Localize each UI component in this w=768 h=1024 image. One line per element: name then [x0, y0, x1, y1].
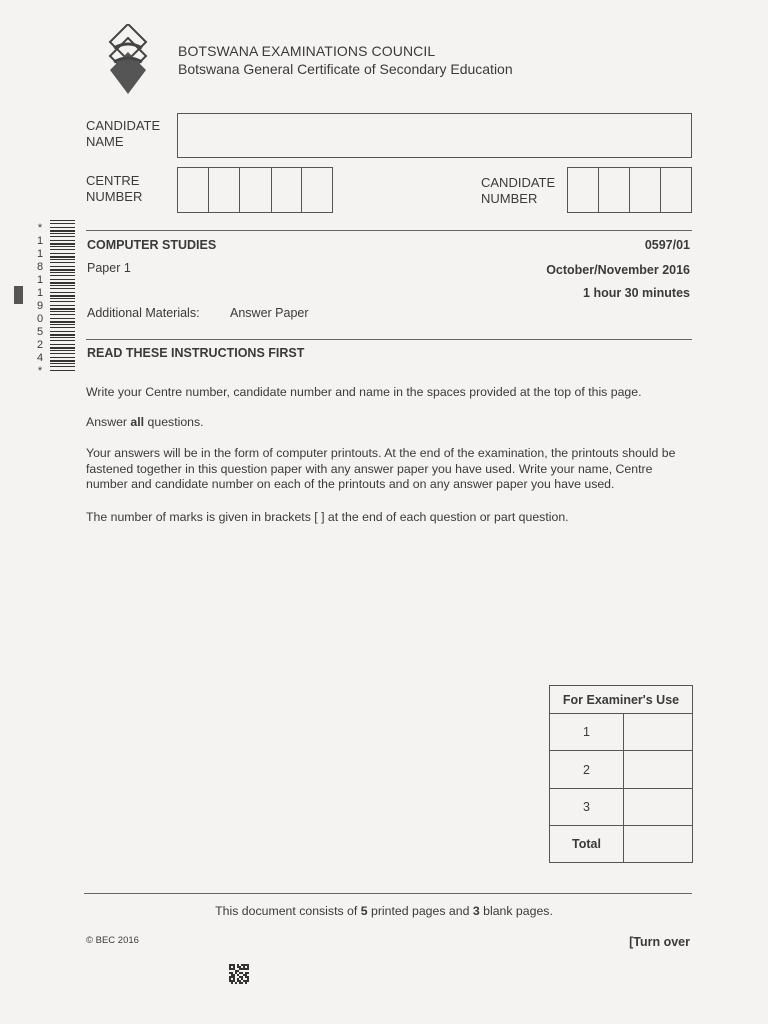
- centre-number-cell[interactable]: [178, 168, 209, 212]
- barcode-number: * 1 1 8 1 1 9 0 5 2 4 *: [36, 222, 44, 377]
- centre-number-cell[interactable]: [302, 168, 332, 212]
- paper-number: Paper 1: [87, 261, 131, 275]
- mark-cell: [624, 789, 693, 826]
- registration-mark: [14, 286, 23, 304]
- candidate-number-cell[interactable]: [630, 168, 661, 212]
- mark-cell: [624, 714, 693, 751]
- candidate-name-label: CANDIDATE NAME: [86, 118, 161, 149]
- exam-session: October/November 2016: [546, 263, 690, 277]
- centre-number-label: CENTRE NUMBER: [86, 173, 143, 204]
- instruction-write-details: Write your Centre number, candidate number and name in the spaces provided at the top of this page.: [86, 385, 642, 399]
- question-number: 1: [550, 714, 624, 751]
- certificate-title: Botswana General Certificate of Secondary Education: [178, 61, 513, 77]
- subject-title: COMPUTER STUDIES: [87, 238, 217, 252]
- qr-code-icon: [229, 964, 249, 984]
- question-number: 2: [550, 751, 624, 789]
- candidate-number-cell[interactable]: [568, 168, 599, 212]
- barcode-icon: [50, 220, 75, 372]
- materials-value: Answer Paper: [230, 306, 309, 320]
- candidate-number-label: CANDIDATE NUMBER: [481, 175, 556, 206]
- divider: [86, 230, 692, 231]
- footer-divider: [84, 893, 692, 894]
- exam-duration: 1 hour 30 minutes: [583, 286, 690, 300]
- divider: [86, 339, 692, 340]
- question-number: 3: [550, 789, 624, 826]
- candidate-number-cell[interactable]: [599, 168, 630, 212]
- mark-cell: [624, 751, 693, 789]
- candidate-number-cell[interactable]: [661, 168, 691, 212]
- total-label: Total: [550, 826, 624, 863]
- syllabus-code: 0597/01: [644, 238, 690, 252]
- turn-over: [Turn over: [629, 935, 690, 949]
- centre-number-cell[interactable]: [209, 168, 241, 212]
- centre-number-field[interactable]: [177, 167, 333, 213]
- examiner-use-table: [549, 685, 693, 863]
- candidate-name-field[interactable]: [177, 113, 692, 158]
- page-count-note: This document consists of 5 printed pages and 3 blank pages.: [215, 904, 553, 918]
- instruction-answer-all: Answer all questions.: [86, 415, 204, 429]
- centre-number-cell[interactable]: [240, 168, 272, 212]
- total-mark-cell: [624, 826, 693, 863]
- candidate-number-field[interactable]: [567, 167, 692, 213]
- materials-label: Additional Materials:: [87, 306, 200, 320]
- instructions-heading: READ THESE INSTRUCTIONS FIRST: [87, 346, 305, 360]
- council-name: BOTSWANA EXAMINATIONS COUNCIL: [178, 43, 436, 59]
- copyright: © BEC 2016: [86, 935, 139, 946]
- instruction-printouts: Your answers will be in the form of computer printouts. At the end of the examination, the printouts should be fastened together in this question paper with any answer paper you have used. Write your name, Centre number and candidate number on each of the printouts and on any answer paper you have used.: [86, 446, 676, 491]
- instruction-marks: The number of marks is given in brackets [ ] at the end of each question or part question.: [86, 510, 569, 524]
- examiner-use-title: For Examiner's Use: [550, 686, 693, 714]
- centre-number-cell[interactable]: [272, 168, 303, 212]
- bec-logo-icon: [106, 24, 150, 94]
